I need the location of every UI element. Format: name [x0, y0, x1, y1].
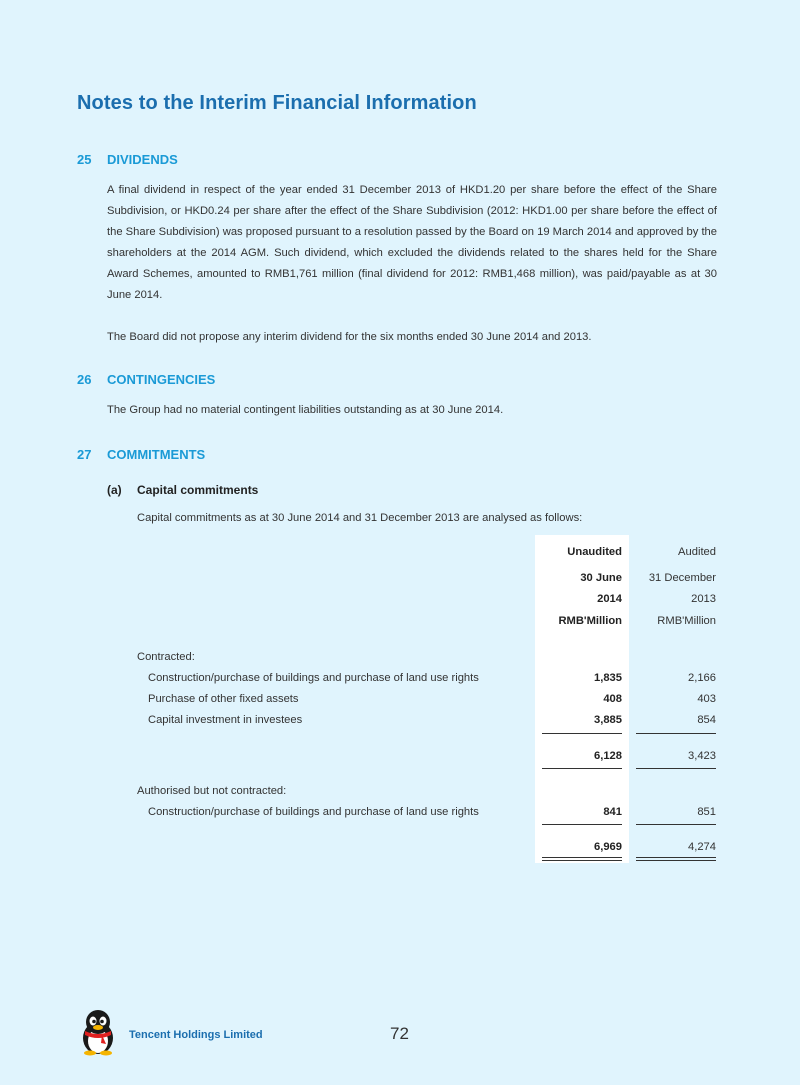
dividends-paragraph-2: The Board did not propose any interim dividend for the six months ended 30 June 2014 and 2013. — [107, 331, 592, 343]
page-number: 72 — [390, 1024, 409, 1043]
section-title: DIVIDENDS — [107, 152, 178, 167]
row-value-2014: 408 — [603, 693, 622, 705]
section-number: 26 — [77, 372, 92, 387]
row-value-2014: 1,835 — [594, 672, 622, 684]
row-label: Capital investment in investees — [148, 714, 303, 726]
section-heading-dividends — [77, 152, 178, 167]
col-2014-year: 2014 — [597, 593, 622, 605]
row-value-2013: 854 — [697, 714, 716, 726]
contracted-total-2014: 6,128 — [594, 750, 622, 762]
contingencies-paragraph: The Group had no material contingent liabilities outstanding as at 30 June 2014. — [107, 404, 504, 416]
dividends-paragraph-1: A final dividend in respect of the year ended 31 December 2013 of HKD1.20 per share before the effect of the Share Subdivision, or HKD0.24 per share after the effect of the Share Subdivision (2012: HKD1.00 per share before the effect of the Share Subdivision) was proposed pursuant to a resolution passed by the Board on 19 March 2014 and approved by the shareholders at the 2014 AGM. Such dividend, which excluded the dividends related to the shares held for the Share Award Schemes, amounted to RMB1,761 million (final dividend for 2012: RMB1,468 million), was paid/payable as at 30 June 2014. — [107, 184, 717, 301]
col-2013-year: 2013 — [691, 593, 716, 605]
col-2014-status: Unaudited — [567, 546, 622, 558]
contracted-total-2013: 3,423 — [688, 750, 716, 762]
row-label: Construction/purchase of buildings and purchase of land use rights — [148, 806, 479, 818]
row-value-2014: 3,885 — [594, 714, 622, 726]
grand-total-2014: 6,969 — [594, 841, 622, 853]
section-title: CONTINGENCIES — [107, 372, 216, 387]
section-heading-contingencies — [77, 372, 215, 387]
subtotal-under-rule-2014 — [542, 768, 622, 769]
col-2014-date: 30 June — [580, 572, 622, 584]
subtotal-under-rule-2013 — [636, 768, 716, 769]
penguin-logo-icon — [76, 1008, 120, 1056]
row-label: Purchase of other fixed assets — [148, 693, 299, 705]
subtotal-rule-2013 — [636, 733, 716, 734]
subsection-title: Capital commitments — [137, 483, 259, 497]
total-double-rule-2013 — [636, 857, 716, 861]
total-rule-2013 — [636, 824, 716, 825]
grand-total-2013: 4,274 — [688, 841, 716, 853]
total-double-rule-2014 — [542, 857, 622, 861]
section-number: 25 — [77, 152, 92, 167]
total-rule-2014 — [542, 824, 622, 825]
subsection-letter: (a) — [107, 483, 122, 497]
subsection-intro: Capital commitments as at 30 June 2014 and 31 December 2013 are analysed as follows: — [137, 512, 583, 524]
col-2013-status: Audited — [678, 546, 716, 558]
footer-company-name: Tencent Holdings Limited — [129, 1029, 263, 1041]
row-value-2013: 851 — [697, 806, 716, 818]
col-2014-unit: RMB'Million — [558, 615, 622, 627]
section-number: 27 — [77, 447, 92, 462]
subtotal-rule-2014 — [542, 733, 622, 734]
row-value-2013: 403 — [697, 693, 716, 705]
page-title: Notes to the Interim Financial Information — [77, 92, 477, 114]
row-value-2013: 2,166 — [688, 672, 716, 684]
col-2013-unit: RMB'Million — [657, 615, 716, 627]
col-2013-date: 31 December — [648, 572, 716, 584]
row-value-2014: 841 — [603, 806, 622, 818]
contracted-label: Contracted: — [137, 651, 195, 663]
authorised-label: Authorised but not contracted: — [137, 785, 287, 797]
section-heading-commitments — [77, 447, 205, 462]
subsection-heading — [107, 483, 258, 497]
section-title: COMMITMENTS — [107, 447, 206, 462]
row-label: Construction/purchase of buildings and purchase of land use rights — [148, 672, 479, 684]
